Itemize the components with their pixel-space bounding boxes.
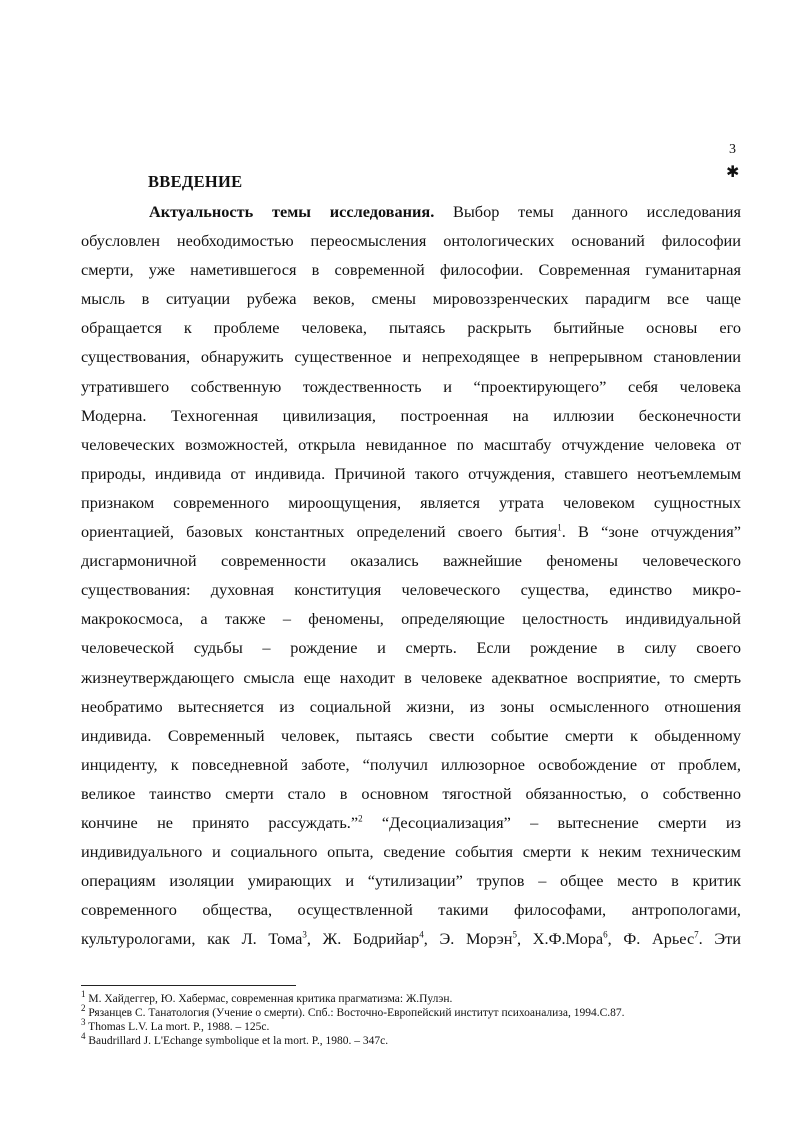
paragraph-line: дисгармоничной современности оказались важнейшие феномены человеческого xyxy=(81,551,741,571)
body-paragraph xyxy=(81,197,741,953)
paragraph-line: необратимо вытесняется из социальной жизни, из зоны осмысленного отношения xyxy=(81,696,741,716)
paragraph-line: природы, индивида от индивида. Причиной такого отчуждения, ставшего неотъемлемым xyxy=(81,463,741,483)
paragraph-line: индивида. Современный человек, пытаясь свести событие смерти к обыденному xyxy=(81,725,741,745)
paragraph-line: обусловлен необходимостью переосмысления онтологических оснований философии xyxy=(81,231,741,251)
paragraph-line: человеческой судьбы – рождение и смерть. Если рождение в силу своего xyxy=(81,638,741,658)
paragraph-line: существования, обнаружить существенное и непреходящее в непрерывном становлении xyxy=(81,347,741,367)
paragraph-line: утратившего собственную тождественность и “проектирующего” себя человека xyxy=(81,376,741,396)
paragraph-line: индивидуального и социального опыта, сведение события смерти к неким техническим xyxy=(81,842,741,862)
footnote-ref: 4 xyxy=(419,929,424,940)
footnote-ref: 7 xyxy=(694,929,699,940)
footnote: $^3$ Thomas L.V. La mort. P., 1988. – 125с. xyxy=(81,1017,270,1033)
paragraph-line: современного общества, осуществленной такими философами, антропологами, xyxy=(81,900,741,920)
paragraph-line: признаком современного мироощущения, является утрата человеком сущностных xyxy=(81,492,741,512)
paragraph-line: существования: духовная конституция человеческого существа, единство микро- xyxy=(81,580,741,600)
footnote: $^1$ М. Хайдеггер, Ю. Хабермас, современная критика прагматизма: Ж.Пулэн. xyxy=(81,989,453,1005)
paragraph-line: макрокосмоса, а также – феномены, определяющие целостность индивидуальной xyxy=(81,609,741,629)
page-number: 3 xyxy=(729,142,736,157)
footnote-ref: 2 xyxy=(358,813,363,824)
section-heading: ВВЕДЕНИЕ xyxy=(148,172,243,191)
paragraph-line: обращается к проблеме человека, пытаясь раскрыть бытийные основы его xyxy=(81,318,741,338)
footnote: $^2$ Рязанцев С. Танатология (Учение о смерти). Спб.: Восточно-Европейский институт психоанализа, 1994.С.87. xyxy=(81,1003,625,1019)
paragraph-line: инциденту, к повседневной заботе, “получил иллюзорное освобождение от проблем, xyxy=(81,754,741,774)
paragraph-line: кончине не принято рассуждать.”$^2$ “Десоциализация” – вытеснение смерти из xyxy=(81,812,741,832)
footnote: $^4$ Baudrillard J. L'Echange symbolique et la mort. P., 1980. – 347с. xyxy=(81,1031,389,1047)
footnote-ref: 3 xyxy=(302,929,307,940)
footnote-ref: 5 xyxy=(512,929,517,940)
footnotes xyxy=(81,989,741,1048)
paragraph-line: человеческих возможностей, открыла невиданное по масштабу отчуждение человека от xyxy=(81,434,741,454)
paragraph-line: операциям изоляции умирающих и “утилизации” трупов – общее место в критик xyxy=(81,871,741,891)
paragraph-line: Модерна. Техногенная цивилизация, построенная на иллюзии бесконечности xyxy=(81,405,741,425)
paragraph-line: смерти, уже наметившегося в современной философии. Современная гуманитарная xyxy=(81,260,741,280)
footnote-separator xyxy=(81,985,296,986)
footnote-ref: 6 xyxy=(603,929,608,940)
paragraph-lead: Актуальность темы исследования. xyxy=(149,202,435,221)
paragraph-line: мысль в ситуации рубежа веков, смены мировоззренческих парадигм все чаще xyxy=(81,289,741,309)
paragraph-line: Актуальность темы исследования. Выбор темы данного исследования xyxy=(149,202,742,221)
scan-mark: ✱ xyxy=(726,164,740,181)
footnote-ref: 1 xyxy=(557,522,562,533)
paragraph-line: жизнеутверждающего смысла еще находит в человеке адекватное восприятие, то смерть xyxy=(81,667,741,687)
paragraph-line: великое таинство смерти стало в основном тягостной обязанностью, о собственно xyxy=(81,783,741,803)
paragraph-line: ориентацией, базовых константных определений своего бытия$^1$. В “зоне отчуждения” xyxy=(81,522,741,542)
paragraph-line: культурологами, как Л. Тома$^3$, Ж. Бодрийар$^4$, Э. Морэн$^5$, Х.Ф.Мора$^6$, Ф. Арьес$^7$. Эти xyxy=(81,929,742,949)
